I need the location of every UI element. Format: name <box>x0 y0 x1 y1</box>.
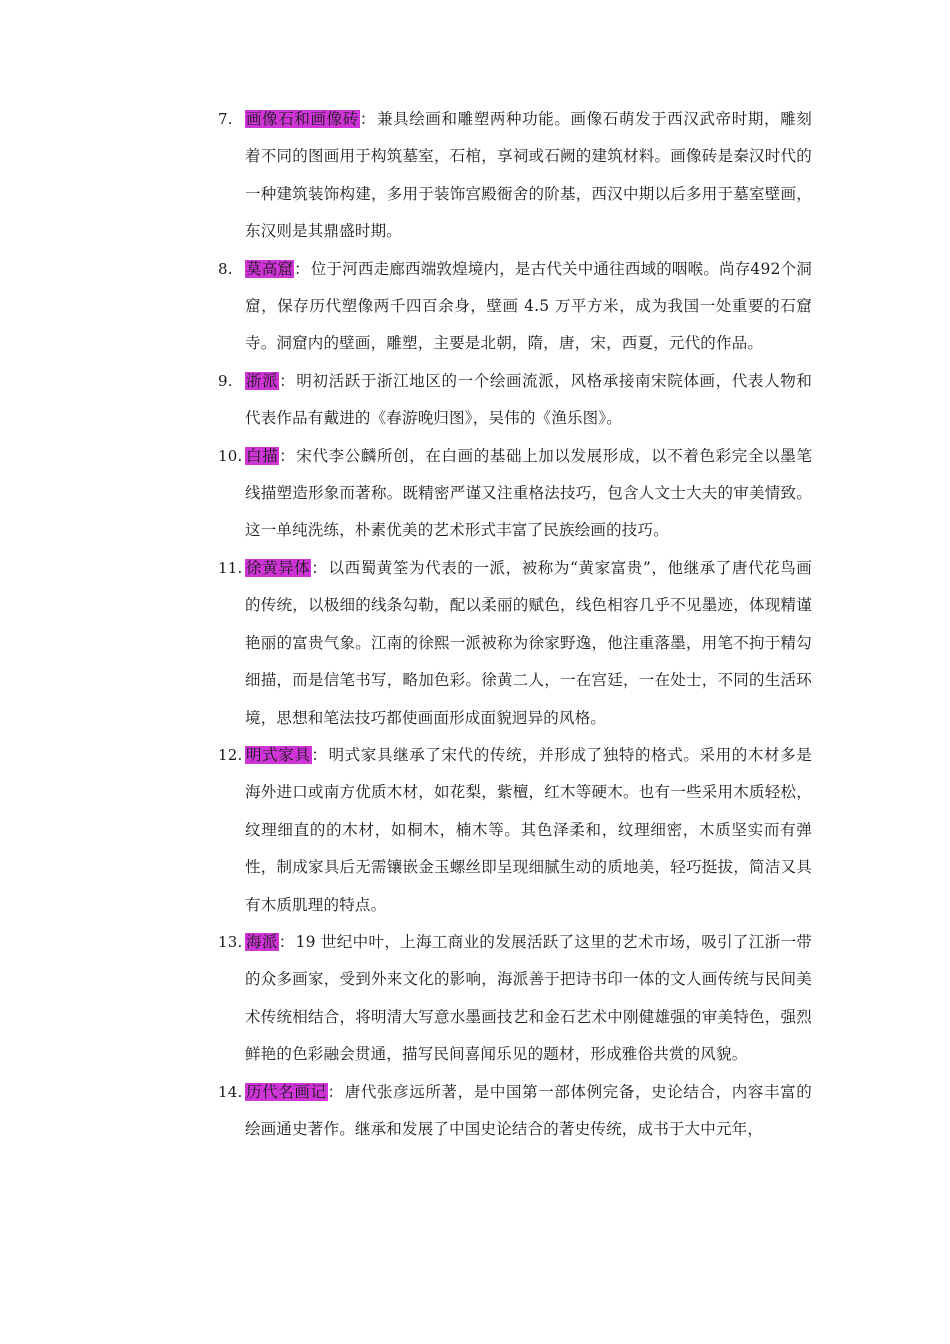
glossary-list <box>218 101 812 1148</box>
entry-definition: 宋代李公麟所创，在白画的基础上加以发展形成，以不着色彩完全以墨笔线描塑造形象而著称。既精密严谨又注重格法技巧，包含人文士大夫的审美情致。这一单纯洗练，朴素优美的艺术形式丰富了民族绘画的技巧。 <box>245 446 813 540</box>
entry-definition: 兼具绘画和雕塑两种功能。画像石萌发于西汉武帝时期，雕刻着不同的图画用于构筑墓室，石棺，享祠或石阙的建筑材料。画像砖是秦汉时代的一种建筑装饰构建，多用于装饰宫殿衙舍的阶基，西汉中期以后多用于墓室壁画，东汉则是其鼎盛时期。 <box>245 110 813 241</box>
highlighted-term: 海派 <box>246 932 278 951</box>
highlighted-term: 莫高窟 <box>246 259 294 278</box>
glossary-entry-7 <box>218 101 812 251</box>
term-colon: ： <box>278 932 295 951</box>
entry-definition: 位于河西走廊西端敦煌境内，是古代关中通往西域的咽喉。尚存492个洞窟，保存历代塑像两千四百余身，壁画 4.5 万平方米，成为我国一处重要的石窟寺。洞窟内的壁画，雕塑，主要是北朝，隋，唐，宋，西夏，元代的作品。 <box>245 259 812 353</box>
entry-number: 14. <box>218 1082 243 1101</box>
glossary-entry-12 <box>218 737 812 924</box>
term-colon: ： <box>311 558 328 577</box>
term-colon: ： <box>279 371 296 390</box>
entry-number: 13. <box>218 932 243 951</box>
entry-definition: 唐代张彦远所著，是中国第一部体例完备，史论结合，内容丰富的绘画通史著作。继承和发展了中国史论结合的著史传统，成书于大中元年， <box>245 1082 812 1138</box>
highlighted-term: 浙派 <box>246 371 279 390</box>
term-colon: ： <box>327 1082 344 1101</box>
entry-definition: 明初活跃于浙江地区的一个绘画流派，风格承接南宋院体画，代表人物和代表作品有戴进的《春游晚归图》，吴伟的《渔乐图》。 <box>245 371 813 428</box>
highlighted-term: 明式家具 <box>246 745 311 764</box>
term-colon: ： <box>279 446 296 465</box>
term-colon: ： <box>359 110 377 128</box>
entry-number: 10. <box>218 446 243 465</box>
entry-number: 11. <box>218 558 243 577</box>
highlighted-term: 白描 <box>246 446 279 465</box>
glossary-entry-11 <box>218 550 812 737</box>
entry-definition: 以西蜀黄筌为代表的一派，被称为“黄家富贵”，他继承了唐代花鸟画的传统，以极细的线条勾勒，配以柔丽的赋色，线色相容几乎不见墨迹，体现精谨艳丽的富贵气象。江南的徐熙一派被称为徐家野逸，他注重落墨，用笔不拘于精勾细描，而是信笔书写，略加色彩。徐黄二人，一在宫廷，一在处士，不同的生活环境，思想和笔法技巧都使画面形成面貌迥异的风格。 <box>245 558 812 727</box>
term-colon: ： <box>311 745 328 764</box>
entry-number: 7. <box>218 110 233 128</box>
entry-number: 8. <box>218 259 233 278</box>
entry-number: 12. <box>218 745 243 764</box>
glossary-entry-14 <box>218 1074 812 1149</box>
entry-definition: 明式家具继承了宋代的传统，并形成了独特的格式。采用的木材多是海外进口或南方优质木材，如花梨，紫檀，红木等硬木。也有一些采用木质轻松，纹理细直的的木材，如桐木，楠木等。其色泽柔和，纹理细密，木质坚实而有弹性，制成家具后无需镶嵌金玉螺丝即呈现细腻生动的质地美，轻巧挺拔，简洁又具有木质肌理的特点。 <box>245 745 812 914</box>
entry-number: 9. <box>218 371 233 390</box>
glossary-entry-8 <box>218 251 812 363</box>
glossary-entry-13 <box>218 924 812 1074</box>
highlighted-term: 画像石和画像砖 <box>246 110 359 128</box>
entry-definition: 19 世纪中叶，上海工商业的发展活跃了这里的艺术市场，吸引了江浙一带的众多画家，受到外来文化的影响，海派善于把诗书印一体的文人画传统与民间美术传统相结合，将明清大写意水墨画技艺和金石艺术中刚健雄强的审美特色，强烈鲜艳的色彩融会贯通，描写民间喜闻乐见的题材，形成雅俗共赏的风貌。 <box>245 932 813 1064</box>
glossary-entry-10 <box>218 438 812 550</box>
highlighted-term: 徐黄异体 <box>246 558 311 577</box>
glossary-entry-9 <box>218 363 812 438</box>
highlighted-term: 历代名画记 <box>246 1082 327 1101</box>
term-colon: ： <box>294 259 310 278</box>
